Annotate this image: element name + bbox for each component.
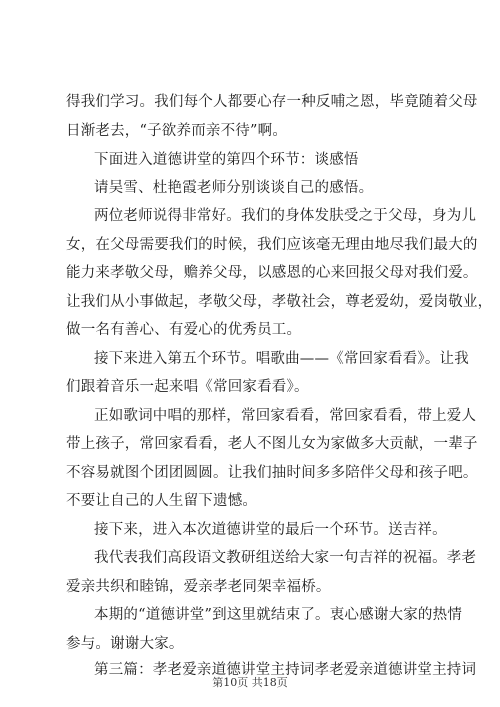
paragraph-line: 让我们从小事做起，孝敬父母，孝敬社会，尊老爱幼，爱岗敬业， — [66, 294, 493, 310]
paragraph-line: 不要让自己的人生留下遗憾。 — [66, 493, 258, 509]
paragraph-line: 本期的“道德讲堂”到这里就结束了。衷心感谢大家的热情 — [94, 607, 463, 623]
section-heading: 下面进入道德讲堂的第四个环节：谈感悟 — [94, 152, 359, 168]
paragraph-line: 不容易就图个团团圆圆。让我们抽时间多多陪伴父母和孩子吧。 — [66, 465, 478, 481]
paragraph-line: 两位老师说得非常好。我们的身体发肤受之于父母，身为儿 — [94, 208, 477, 224]
paragraph-line: 接下来，进入本次道德讲堂的最后一个环节。送吉祥。 — [94, 522, 447, 538]
chapter-heading: 第三篇：孝老爱亲道德讲堂主持词孝老爱亲道德讲堂主持词 — [94, 662, 477, 678]
paragraph-line: 接下来进入第五个环节。唱歌曲——《常回家看看》。让我 — [94, 351, 469, 367]
paragraph-line: 日渐老去，“子欲养而亲不待”啊。 — [66, 123, 288, 139]
paragraph-line: 做一名有善心、有爱心的优秀员工。 — [66, 322, 302, 338]
paragraph-line: 得我们学习。我们每个人都要心存一种反哺之恩，毕竟随着父母 — [66, 94, 478, 110]
paragraph-line: 们跟着音乐一起来唱《常回家看看》。 — [66, 379, 309, 395]
page-number-footer: 第10页 共18页 — [212, 676, 288, 689]
paragraph-line: 请吴雪、杜艳霞老师分别谈谈自己的感悟。 — [94, 180, 374, 196]
paragraph-line: 女，在父母需要我们的时候，我们应该毫无理由地尽我们最大的 — [66, 237, 478, 253]
paragraph-line: 我代表我们高段语文教研组送给大家一句吉祥的祝福。孝老 — [94, 550, 477, 566]
paragraph-line: 带上孩子，常回家看看，老人不图儿女为家做多大贡献，一辈子 — [66, 436, 478, 452]
paragraph-line: 参与。谢谢大家。 — [66, 636, 184, 652]
paragraph-line: 正如歌词中唱的那样，常回家看看，常回家看看，带上爱人 — [94, 408, 477, 424]
paragraph-line: 能力来孝敬父母，赡养父母，以感恩的心来回报父母对我们爱。 — [66, 265, 478, 281]
paragraph-line: 爱亲共织和睦锦，爱亲孝老同架幸福桥。 — [66, 579, 331, 595]
